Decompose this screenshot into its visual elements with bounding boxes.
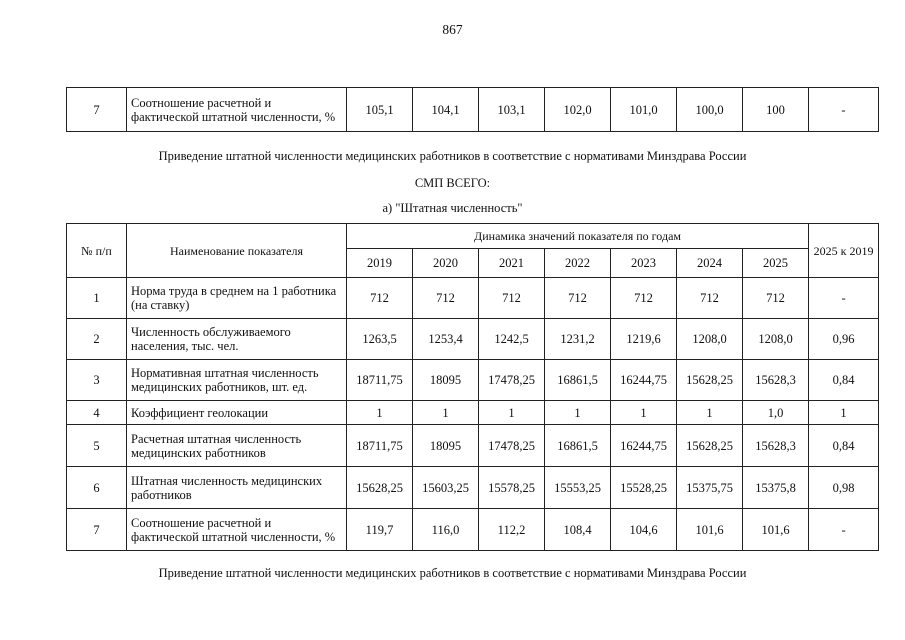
value-cell: 116,0: [413, 509, 479, 551]
ratio-cell: 1: [809, 401, 879, 425]
value-cell: 105,1: [347, 88, 413, 132]
value-cell: 1253,4: [413, 319, 479, 360]
value-cell: 1: [479, 401, 545, 425]
value-cell: 712: [347, 278, 413, 319]
value-cell: 1208,0: [677, 319, 743, 360]
value-cell: 15628,25: [347, 467, 413, 509]
table-row: [67, 319, 879, 360]
value-cell: 1242,5: [479, 319, 545, 360]
section-subtitle: СМП ВСЕГО:: [414, 176, 491, 190]
value-cell: 1: [677, 401, 743, 425]
main-table: [66, 223, 879, 551]
value-cell: 15578,25: [479, 467, 545, 509]
table-row: [67, 401, 879, 425]
value-cell: 18095: [413, 360, 479, 401]
value-cell: 712: [611, 278, 677, 319]
value-cell: 119,7: [347, 509, 413, 551]
ratio-cell: -: [809, 88, 879, 132]
value-cell: 18095: [413, 425, 479, 467]
value-cell: 16861,5: [545, 360, 611, 401]
indicator-name: Соотношение расчетной и фактической штатной численности, %: [127, 509, 347, 551]
header-year: 2020: [413, 249, 479, 278]
row-number: 1: [67, 278, 127, 319]
header-name: Наименование показателя: [127, 224, 347, 278]
value-cell: 112,2: [479, 509, 545, 551]
value-cell: 103,1: [479, 88, 545, 132]
row-number: 4: [67, 401, 127, 425]
row-number: 6: [67, 467, 127, 509]
value-cell: 1: [347, 401, 413, 425]
value-cell: 101,6: [677, 509, 743, 551]
header-year: 2019: [347, 249, 413, 278]
value-cell: 104,1: [413, 88, 479, 132]
top-table: [66, 87, 879, 132]
table-row: [67, 467, 879, 509]
header-year: 2024: [677, 249, 743, 278]
table-row: [67, 88, 879, 132]
value-cell: 712: [479, 278, 545, 319]
header-year: 2023: [611, 249, 677, 278]
value-cell: 18711,75: [347, 360, 413, 401]
value-cell: 17478,25: [479, 425, 545, 467]
value-cell: 16861,5: [545, 425, 611, 467]
ratio-cell: 0,84: [809, 360, 879, 401]
row-number: 5: [67, 425, 127, 467]
value-cell: 15628,3: [743, 425, 809, 467]
table-title: а) "Штатная численность": [382, 201, 523, 215]
value-cell: 1: [611, 401, 677, 425]
value-cell: 712: [545, 278, 611, 319]
indicator-name: Штатная численность медицинских работников: [127, 467, 347, 509]
value-cell: 108,4: [545, 509, 611, 551]
value-cell: 1: [413, 401, 479, 425]
value-cell: 101,0: [611, 88, 677, 132]
value-cell: 1,0: [743, 401, 809, 425]
ratio-cell: 0,96: [809, 319, 879, 360]
value-cell: 15553,25: [545, 467, 611, 509]
value-cell: 17478,25: [479, 360, 545, 401]
value-cell: 1208,0: [743, 319, 809, 360]
row-number: 3: [67, 360, 127, 401]
value-cell: 16244,75: [611, 425, 677, 467]
header-year: 2021: [479, 249, 545, 278]
header-year: 2022: [545, 249, 611, 278]
value-cell: 1263,5: [347, 319, 413, 360]
section-caption: Приведение штатной численности медицинских работников в соответствие с нормативами Минздрава России: [158, 149, 747, 163]
indicator-name: Норма труда в среднем на 1 работника (на ставку): [127, 278, 347, 319]
value-cell: 100: [743, 88, 809, 132]
row-number: 7: [67, 509, 127, 551]
page-number: 867: [442, 22, 463, 37]
table-row: [67, 278, 879, 319]
ratio-cell: -: [809, 509, 879, 551]
value-cell: 18711,75: [347, 425, 413, 467]
value-cell: 15628,25: [677, 425, 743, 467]
indicator-name: Численность обслуживаемого населения, тыс. чел.: [127, 319, 347, 360]
value-cell: 16244,75: [611, 360, 677, 401]
row-number: 7: [67, 88, 127, 132]
header-number: № п/п: [67, 224, 127, 278]
value-cell: 712: [743, 278, 809, 319]
header-dynamics: Динамика значений показателя по годам: [347, 224, 809, 249]
indicator-name: Соотношение расчетной и фактической штатной численности, %: [127, 88, 347, 132]
ratio-cell: 0,98: [809, 467, 879, 509]
value-cell: 15628,3: [743, 360, 809, 401]
ratio-cell: 0,84: [809, 425, 879, 467]
table-row: [67, 425, 879, 467]
indicator-name: Нормативная штатная численность медицинских работников, шт. ед.: [127, 360, 347, 401]
value-cell: 1219,6: [611, 319, 677, 360]
value-cell: 15375,75: [677, 467, 743, 509]
value-cell: 1: [545, 401, 611, 425]
indicator-name: Коэффициент геолокации: [127, 401, 347, 425]
header-row: [67, 224, 879, 249]
ratio-cell: -: [809, 278, 879, 319]
value-cell: 1231,2: [545, 319, 611, 360]
value-cell: 100,0: [677, 88, 743, 132]
value-cell: 15528,25: [611, 467, 677, 509]
value-cell: 712: [677, 278, 743, 319]
value-cell: 15628,25: [677, 360, 743, 401]
value-cell: 102,0: [545, 88, 611, 132]
footer-caption: Приведение штатной численности медицинских работников в соответствие с нормативами Минздрава России: [158, 566, 747, 580]
value-cell: 101,6: [743, 509, 809, 551]
indicator-name: Расчетная штатная численность медицинских работников: [127, 425, 347, 467]
table-row: [67, 360, 879, 401]
table-row: [67, 509, 879, 551]
row-number: 2: [67, 319, 127, 360]
value-cell: 15603,25: [413, 467, 479, 509]
header-year: 2025: [743, 249, 809, 278]
header-ratio: 2025 к 2019: [809, 224, 879, 278]
value-cell: 712: [413, 278, 479, 319]
value-cell: 15375,8: [743, 467, 809, 509]
value-cell: 104,6: [611, 509, 677, 551]
